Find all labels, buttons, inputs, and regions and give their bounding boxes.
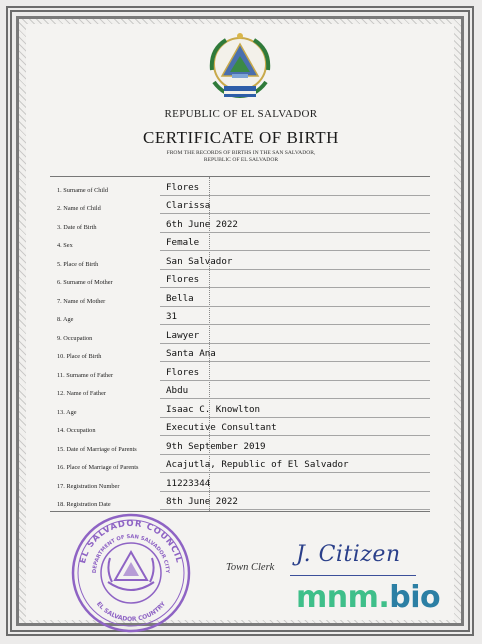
field-value: 6th June 2022 bbox=[166, 218, 238, 230]
seal-text-top: EL SALVADOR COUNCIL bbox=[78, 518, 184, 565]
country-heading: REPUBLIC OF EL SALVADOR bbox=[164, 108, 318, 120]
town-clerk-label: Town Clerk bbox=[226, 562, 275, 573]
form-row bbox=[50, 473, 430, 492]
field-value: Executive Consultant bbox=[166, 422, 277, 433]
field-label: 18. Registration Date bbox=[57, 501, 111, 508]
field-value: Isaac C. Knowlton bbox=[166, 403, 261, 415]
certificate-subtitle: FROM THE RECORDS OF BIRTHS IN THE SAN SALVADOR, REPUBLIC OF EL SALVADOR bbox=[166, 150, 316, 163]
field-underline bbox=[160, 509, 430, 510]
clerk-signature: J. Citizen bbox=[296, 542, 401, 567]
field-value: San Salvador bbox=[166, 255, 233, 267]
certificate-title: CERTIFICATE OF BIRTH bbox=[143, 128, 339, 147]
field-value: Flores bbox=[166, 274, 200, 285]
watermark-logo bbox=[296, 580, 440, 615]
watermark-part-b: bio bbox=[389, 580, 441, 615]
form-row bbox=[50, 288, 430, 307]
field-value: Female bbox=[166, 237, 200, 248]
signature-line bbox=[290, 575, 416, 576]
form-row bbox=[50, 270, 430, 289]
form-row bbox=[50, 196, 430, 215]
form-row bbox=[50, 325, 430, 344]
field-label: 2. Name of Child bbox=[57, 205, 101, 212]
field-value: Clarissa bbox=[166, 200, 211, 211]
field-value: Lawyer bbox=[166, 329, 200, 341]
form-row bbox=[50, 177, 430, 196]
svg-text:EL SALVADOR COUNCIL bbox=[78, 519, 184, 565]
form-row bbox=[50, 362, 430, 381]
field-value: 8th June 2022 bbox=[166, 496, 238, 507]
field-label: 1. Surname of Child bbox=[57, 186, 109, 194]
field-label: 17. Registration Number bbox=[57, 482, 120, 490]
registration-form bbox=[50, 176, 430, 512]
watermark-part-a: mnm. bbox=[296, 580, 390, 615]
form-row bbox=[50, 436, 430, 455]
field-value: 9th September 2019 bbox=[166, 440, 266, 452]
field-label: 6. Surname of Mother bbox=[57, 279, 113, 286]
form-row bbox=[50, 233, 430, 252]
field-value: Acajutla, Republic of El Salvador bbox=[166, 459, 349, 470]
seal-text-bottom: EL SALVADOR COUNTRY bbox=[94, 600, 168, 624]
form-row bbox=[50, 251, 430, 270]
field-label: 11. Surname of Father bbox=[57, 371, 114, 379]
field-value: Flores bbox=[166, 181, 200, 193]
field-label: 8. Age bbox=[57, 316, 74, 323]
form-row bbox=[50, 492, 430, 511]
council-seal-stamp bbox=[70, 512, 192, 634]
form-row bbox=[50, 381, 430, 400]
field-label: 10. Place of Birth bbox=[57, 353, 102, 360]
seal-text-inner: DEPARTMENT OF SAN SALVADOR CITY bbox=[91, 533, 171, 574]
field-value: Abdu bbox=[166, 385, 189, 396]
form-row bbox=[50, 307, 430, 326]
field-value: Bella bbox=[166, 292, 194, 304]
coat-of-arms-emblem bbox=[204, 30, 276, 106]
form-row bbox=[50, 455, 430, 474]
field-label: 13. Age bbox=[57, 408, 77, 416]
field-label: 14. Occupation bbox=[57, 427, 96, 434]
field-value: 11223344 bbox=[166, 477, 211, 489]
field-value: 31 bbox=[166, 311, 178, 322]
field-label: 3. Date of Birth bbox=[57, 223, 97, 231]
field-label: 7. Name of Mother bbox=[57, 297, 106, 305]
field-label: 16. Place of Marriage of Parents bbox=[57, 464, 139, 471]
field-label: 5. Place of Birth bbox=[57, 260, 99, 268]
form-row bbox=[50, 344, 430, 363]
field-label: 9. Occupation bbox=[57, 334, 93, 342]
field-value: Flores bbox=[166, 366, 200, 378]
form-row bbox=[50, 214, 430, 233]
field-value: Santa Ana bbox=[166, 348, 216, 359]
field-label: 15. Date of Marriage of Parents bbox=[57, 445, 137, 453]
form-row bbox=[50, 399, 430, 418]
field-label: 4. Sex bbox=[57, 242, 73, 249]
form-row bbox=[50, 418, 430, 437]
field-label: 12. Name of Father bbox=[57, 390, 106, 397]
